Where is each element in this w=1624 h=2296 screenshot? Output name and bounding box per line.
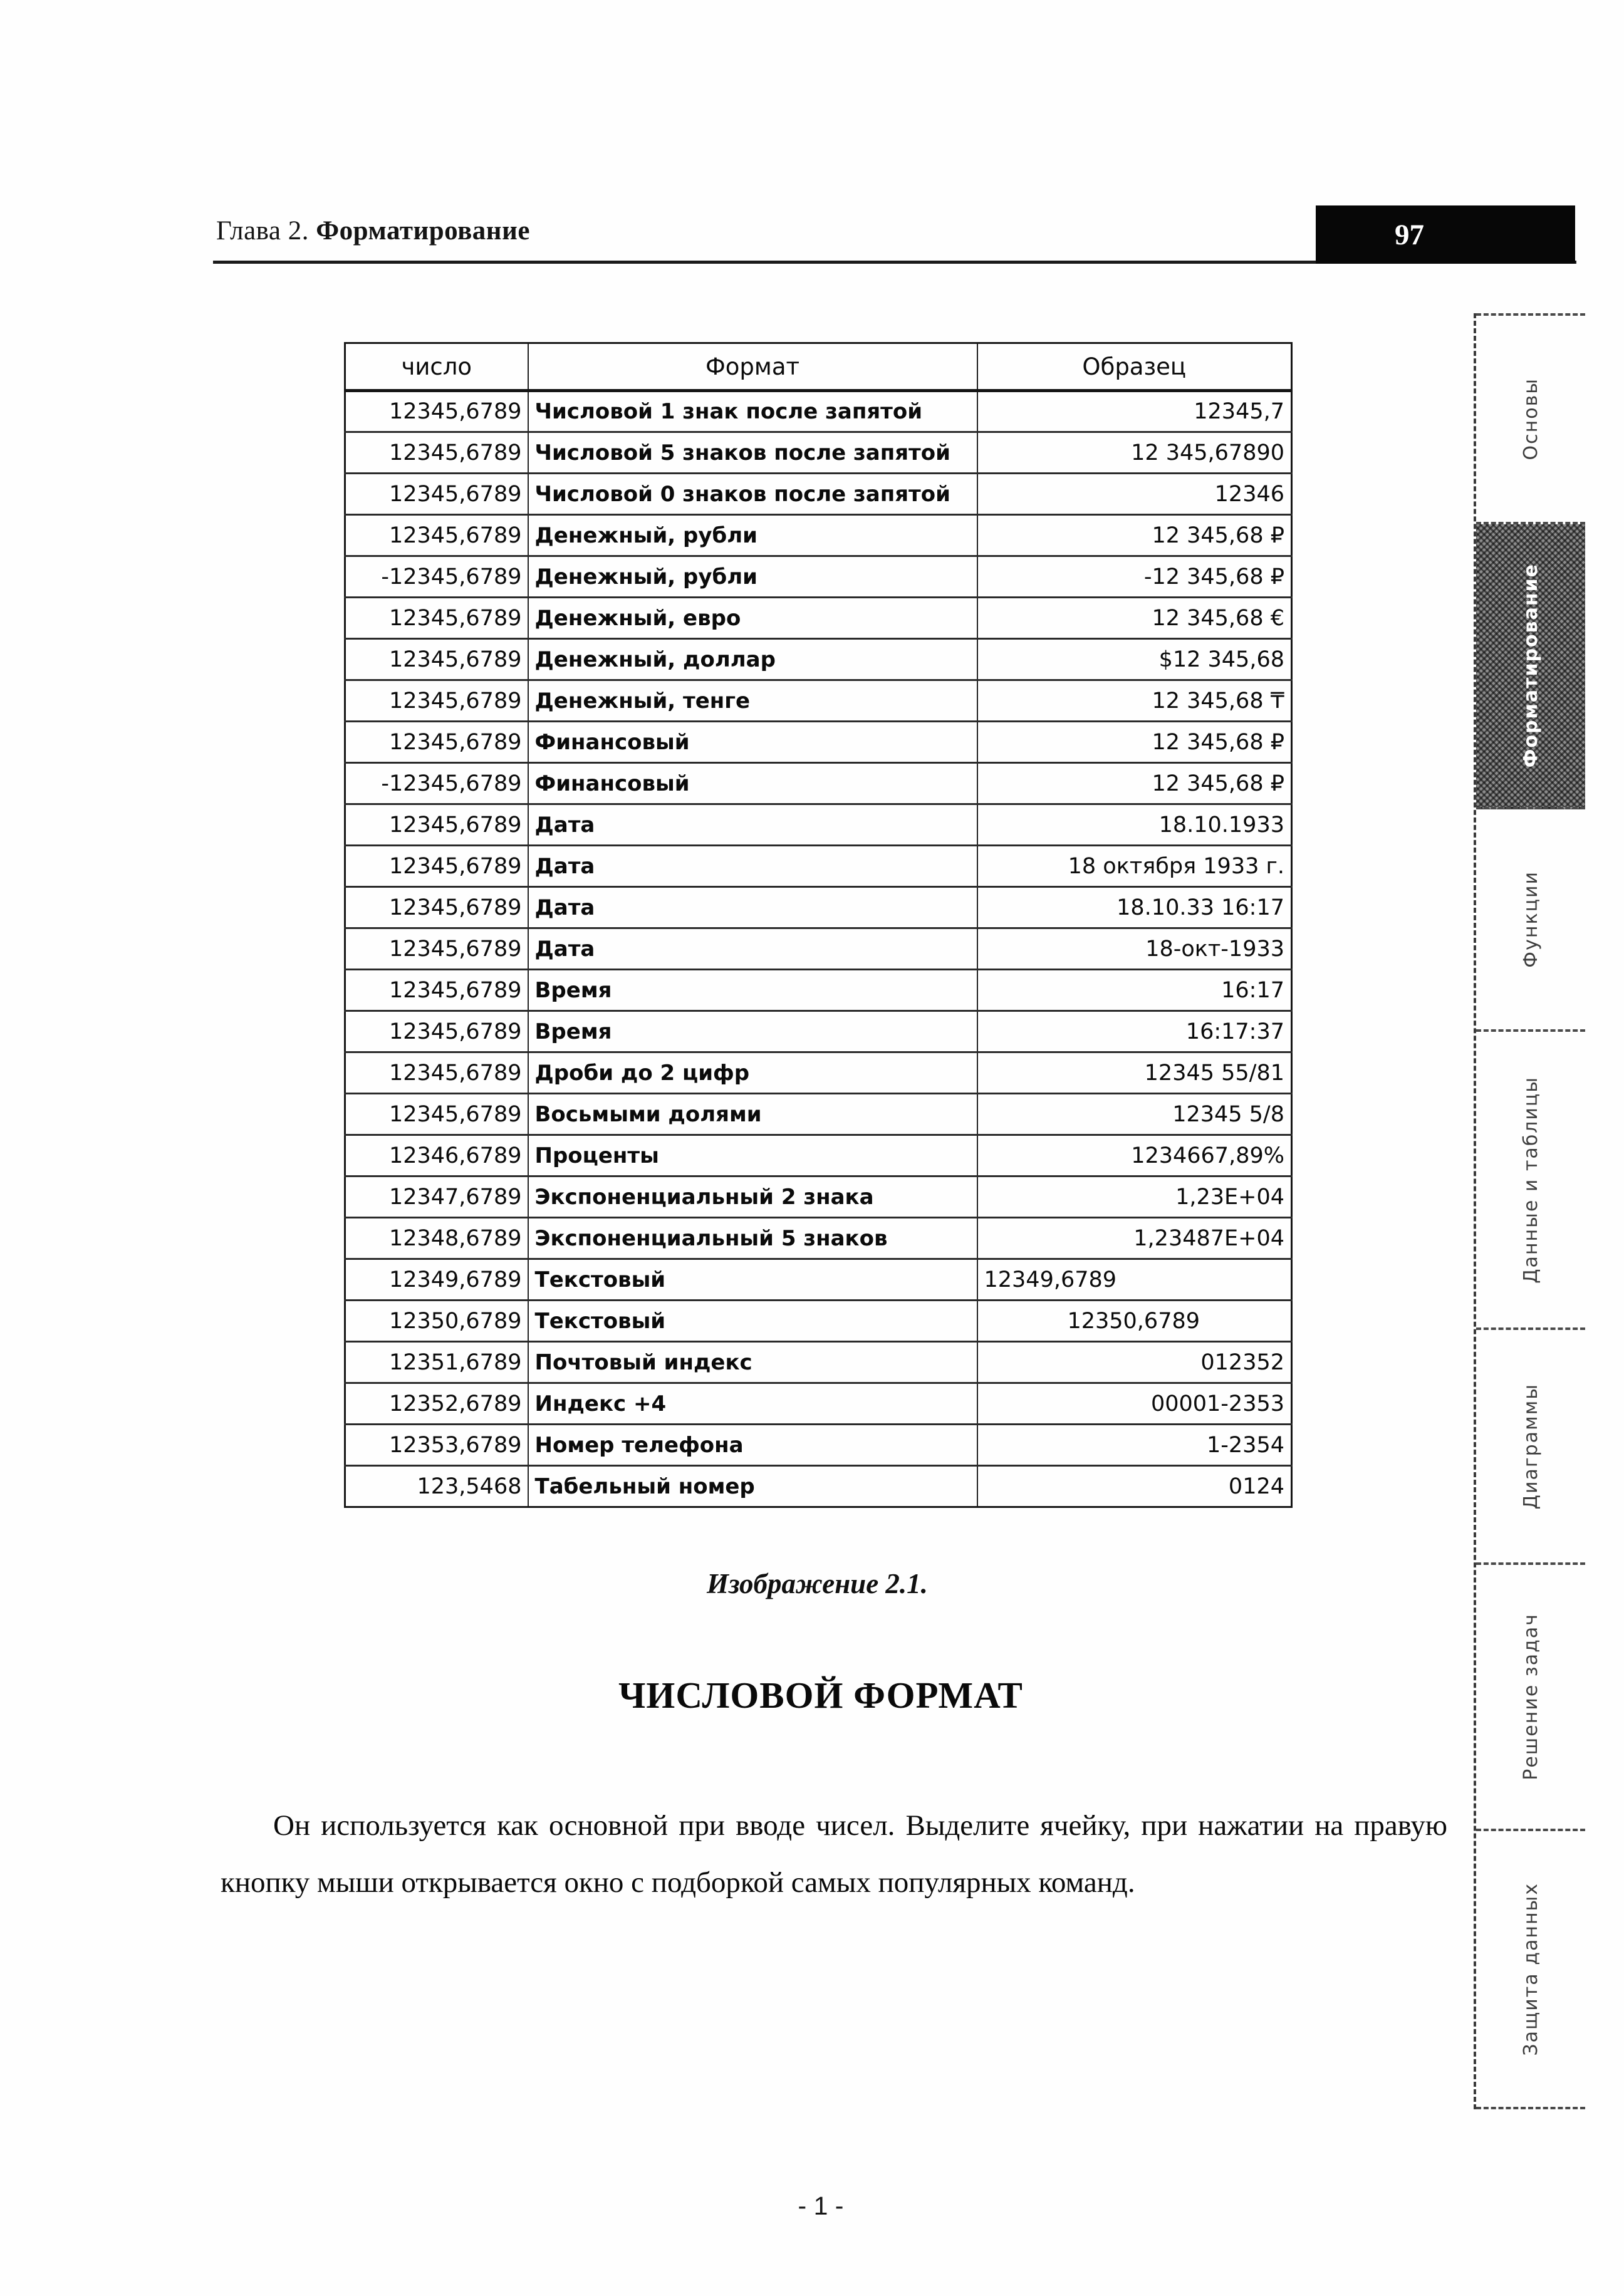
cell-sample: 12 345,68 € — [977, 598, 1292, 639]
cell-number: 123,5468 — [345, 1466, 528, 1507]
table-row — [345, 804, 1292, 846]
sidebar-tab-label: Данные и таблицы — [1519, 1076, 1542, 1284]
table-header-row — [345, 343, 1292, 391]
sidebar-tab-label: Форматирование — [1519, 563, 1542, 768]
cell-sample: 12 345,68 ₽ — [977, 722, 1292, 763]
cell-number: 12345,6789 — [345, 1011, 528, 1052]
cell-number: 12345,6789 — [345, 474, 528, 515]
table-row — [345, 1094, 1292, 1135]
table-row — [345, 1011, 1292, 1052]
cell-sample: 12 345,67890 — [977, 432, 1292, 474]
cell-number: 12350,6789 — [345, 1301, 528, 1342]
cell-sample: 16:17:37 — [977, 1011, 1292, 1052]
cell-number: 12345,6789 — [345, 598, 528, 639]
cell-format: Числовой 0 знаков после запятой — [528, 474, 977, 515]
cell-format: Денежный, тенге — [528, 680, 977, 722]
cell-format: Номер телефона — [528, 1425, 977, 1466]
cell-format: Экспоненциальный 2 знака — [528, 1177, 977, 1218]
cell-format: Табельный номер — [528, 1466, 977, 1507]
cell-format: Проценты — [528, 1135, 977, 1177]
cell-number: 12345,6789 — [345, 804, 528, 846]
cell-sample: 12345 55/81 — [977, 1052, 1292, 1094]
cell-format: Дата — [528, 846, 977, 887]
cell-format: Денежный, рубли — [528, 556, 977, 598]
sidebar-tab-7[interactable] — [1476, 1831, 1585, 2109]
cell-sample: 12346 — [977, 474, 1292, 515]
cell-sample: 0124 — [977, 1466, 1292, 1507]
cell-format: Дата — [528, 887, 977, 928]
table-row — [345, 970, 1292, 1011]
cell-sample: 1234667,89% — [977, 1135, 1292, 1177]
cell-number: 12347,6789 — [345, 1177, 528, 1218]
table-row — [345, 1218, 1292, 1259]
chapter-tabs-sidebar — [1474, 313, 1585, 2109]
chapter-number: Глава 2. — [216, 216, 309, 246]
table-row — [345, 1052, 1292, 1094]
cell-sample: -12 345,68 ₽ — [977, 556, 1292, 598]
cell-format: Почтовый индекс — [528, 1342, 977, 1383]
cell-sample: 1-2354 — [977, 1425, 1292, 1466]
table-body — [345, 391, 1292, 1507]
sidebar-tab-2[interactable] — [1476, 524, 1585, 809]
table-row — [345, 722, 1292, 763]
cell-number: 12352,6789 — [345, 1383, 528, 1425]
cell-format: Финансовый — [528, 763, 977, 804]
table-header — [345, 343, 1292, 391]
sidebar-tab-3[interactable] — [1476, 809, 1585, 1032]
table-row — [345, 474, 1292, 515]
chapter-header — [216, 216, 530, 246]
cell-number: 12345,6789 — [345, 887, 528, 928]
table-row — [345, 598, 1292, 639]
table-row — [345, 1177, 1292, 1218]
cell-sample: 12349,6789 — [977, 1259, 1292, 1301]
table-row — [345, 928, 1292, 970]
cell-number: 12345,6789 — [345, 970, 528, 1011]
cell-format: Восьмыми долями — [528, 1094, 977, 1135]
chapter-title: Форматирование — [316, 216, 530, 246]
table-row — [345, 887, 1292, 928]
cell-format: Экспоненциальный 5 знаков — [528, 1218, 977, 1259]
cell-sample: 12350,6789 — [977, 1301, 1292, 1342]
table-row — [345, 1383, 1292, 1425]
cell-number: 12345,6789 — [345, 1094, 528, 1135]
cell-sample: 12345 5/8 — [977, 1094, 1292, 1135]
cell-sample: 18.10.33 16:17 — [977, 887, 1292, 928]
cell-format: Время — [528, 1011, 977, 1052]
cell-format: Денежный, евро — [528, 598, 977, 639]
cell-sample: 18-окт-1933 — [977, 928, 1292, 970]
page-footer: - 1 - — [798, 2191, 844, 2220]
cell-number: 12345,6789 — [345, 846, 528, 887]
cell-number: 12345,6789 — [345, 432, 528, 474]
table-row — [345, 639, 1292, 680]
column-header-format: Формат — [528, 343, 977, 391]
cell-number: -12345,6789 — [345, 763, 528, 804]
cell-number: 12346,6789 — [345, 1135, 528, 1177]
sidebar-tab-label: Основы — [1519, 377, 1542, 460]
cell-format: Время — [528, 970, 977, 1011]
cell-number: -12345,6789 — [345, 556, 528, 598]
cell-sample: 1,23487E+04 — [977, 1218, 1292, 1259]
sidebar-tab-4[interactable] — [1476, 1032, 1585, 1330]
table-row — [345, 1425, 1292, 1466]
cell-number: 12353,6789 — [345, 1425, 528, 1466]
cell-sample: $12 345,68 — [977, 639, 1292, 680]
cell-sample: 00001-2353 — [977, 1383, 1292, 1425]
sidebar-tab-label: Защита данных — [1519, 1882, 1542, 2056]
cell-format: Числовой 5 знаков после запятой — [528, 432, 977, 474]
cell-sample: 12 345,68 ₽ — [977, 515, 1292, 556]
cell-number: 12345,6789 — [345, 1052, 528, 1094]
cell-number: 12351,6789 — [345, 1342, 528, 1383]
cell-number: 12345,6789 — [345, 515, 528, 556]
table-row — [345, 391, 1292, 432]
cell-number: 12345,6789 — [345, 680, 528, 722]
sidebar-tab-1[interactable] — [1476, 313, 1585, 524]
table-row — [345, 432, 1292, 474]
sidebar-tab-6[interactable] — [1476, 1565, 1585, 1831]
cell-sample: 12345,7 — [977, 391, 1292, 432]
cell-sample: 12 345,68 ₽ — [977, 763, 1292, 804]
table-row — [345, 1342, 1292, 1383]
sidebar-tab-5[interactable] — [1476, 1330, 1585, 1565]
column-header-number: число — [345, 343, 528, 391]
cell-format: Текстовый — [528, 1301, 977, 1342]
section-title: ЧИСЛОВОЙ ФОРМАТ — [618, 1675, 1023, 1716]
cell-format: Дата — [528, 928, 977, 970]
cell-format: Денежный, доллар — [528, 639, 977, 680]
table-row — [345, 1135, 1292, 1177]
column-header-sample: Образец — [977, 343, 1292, 391]
table-row — [345, 1466, 1292, 1507]
cell-sample: 12 345,68 ₸ — [977, 680, 1292, 722]
cell-format: Дроби до 2 цифр — [528, 1052, 977, 1094]
cell-sample: 18 октября 1933 г. — [977, 846, 1292, 887]
cell-number: 12345,6789 — [345, 928, 528, 970]
cell-format: Дата — [528, 804, 977, 846]
body-paragraph: Он используется как основной при вводе чисел. Выделите ячейку, при нажатии на правую кнопку мыши открывается окно с подборкой самых популярных команд. — [221, 1809, 1447, 1899]
page-number: 97 — [1395, 218, 1424, 251]
sidebar-tab-label: Диаграммы — [1519, 1383, 1542, 1510]
cell-number: 12345,6789 — [345, 391, 528, 432]
table-row — [345, 1259, 1292, 1301]
cell-number: 12345,6789 — [345, 639, 528, 680]
table-row — [345, 846, 1292, 887]
table-row — [345, 763, 1292, 804]
figure-caption: Изображение 2.1. — [707, 1568, 928, 1599]
cell-sample: 1,23E+04 — [977, 1177, 1292, 1218]
table-row — [345, 556, 1292, 598]
cell-format: Числовой 1 знак после запятой — [528, 391, 977, 432]
cell-format: Финансовый — [528, 722, 977, 763]
cell-number: 12349,6789 — [345, 1259, 528, 1301]
sidebar-tab-label: Решение задач — [1519, 1613, 1542, 1780]
cell-format: Денежный, рубли — [528, 515, 977, 556]
cell-sample: 012352 — [977, 1342, 1292, 1383]
cell-sample: 16:17 — [977, 970, 1292, 1011]
table-row — [345, 680, 1292, 722]
cell-format: Текстовый — [528, 1259, 977, 1301]
table-row — [345, 1301, 1292, 1342]
cell-number: 12345,6789 — [345, 722, 528, 763]
table-row — [345, 515, 1292, 556]
sidebar-tab-label: Функции — [1519, 871, 1542, 968]
cell-number: 12348,6789 — [345, 1218, 528, 1259]
cell-sample: 18.10.1933 — [977, 804, 1292, 846]
number-format-table — [344, 342, 1293, 1508]
page-number-box — [1316, 205, 1575, 264]
cell-format: Индекс +4 — [528, 1383, 977, 1425]
